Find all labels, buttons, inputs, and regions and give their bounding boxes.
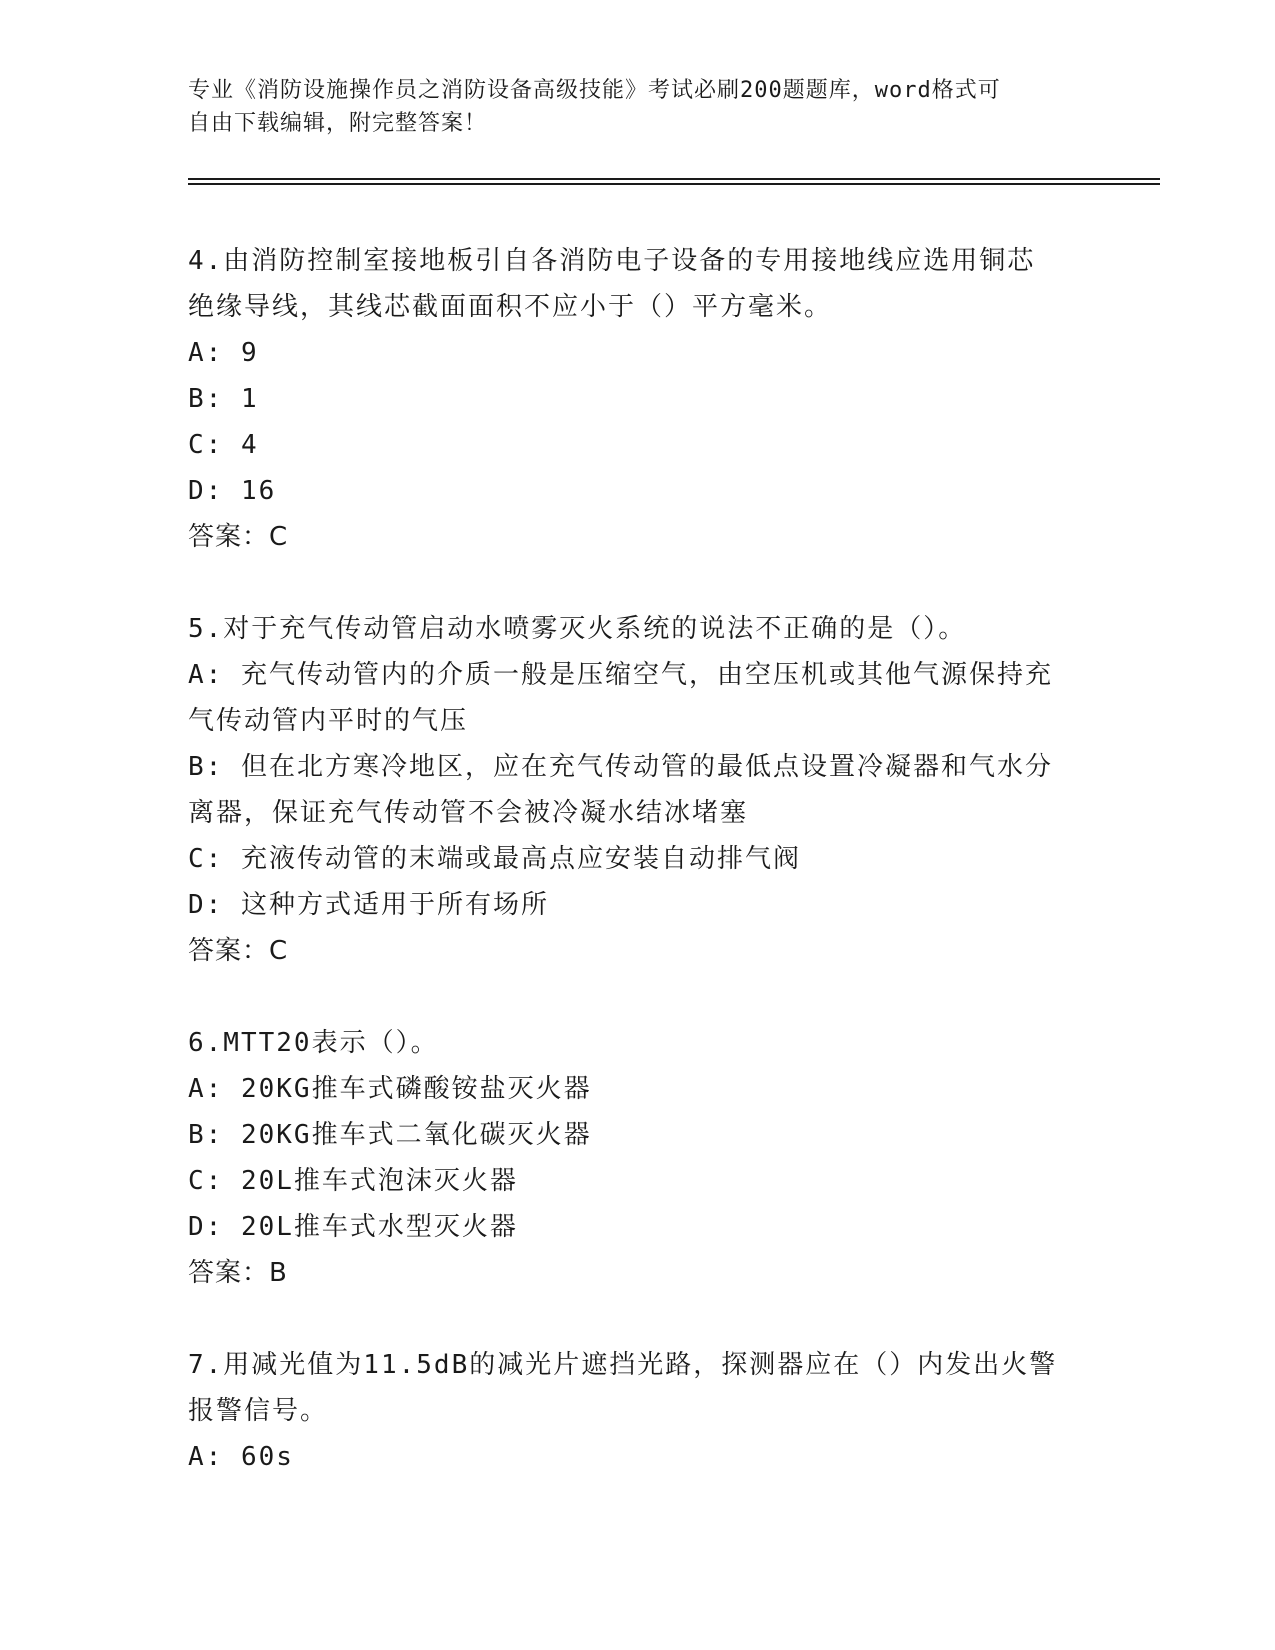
option-b: B: 1 [188, 384, 259, 414]
question-stem-line: 6.MTT20表示（）。 [188, 1028, 439, 1058]
header-divider-bottom [188, 183, 1160, 185]
question-stem-line: 4.由消防控制室接地板引自各消防电子设备的专用接地线应选用铜芯 [188, 246, 1036, 276]
question-4 [188, 238, 1088, 560]
question-stem-line: 报警信号。 [188, 1396, 329, 1426]
option-d: D: 这种方式适用于所有场所 [188, 890, 549, 920]
question-7 [188, 1342, 1088, 1480]
header-divider-top [188, 178, 1160, 180]
option-a: A: 20KG推车式磷酸铵盐灭火器 [188, 1074, 592, 1104]
option-b: B: 但在北方寒冷地区，应在充气传动管的最低点设置冷凝器和气水分 [188, 752, 1053, 782]
option-c: C: 20L推车式泡沫灭火器 [188, 1166, 518, 1196]
question-stem-line: 7.用减光值为11.5dB的减光片遮挡光路，探测器应在（）内发出火警 [188, 1350, 1058, 1380]
option-d: D: 16 [188, 476, 277, 506]
header-line-1: 专业《消防设施操作员之消防设备高级技能》考试必刷200题题库，word格式可 [188, 78, 1001, 103]
question-list [188, 238, 1088, 1526]
question-stem-line: 5.对于充气传动管启动水喷雾灭火系统的说法不正确的是（）。 [188, 614, 967, 644]
question-6 [188, 1020, 1088, 1296]
answer-line: 答案：C [188, 936, 289, 966]
answer-line: 答案：B [188, 1258, 288, 1288]
option-a: A: 充气传动管内的介质一般是压缩空气，由空压机或其他气源保持充 [188, 660, 1053, 690]
header-line-2: 自由下载编辑，附完整答案！ [188, 111, 488, 136]
option-b: B: 20KG推车式二氧化碳灭火器 [188, 1120, 592, 1150]
document-header [188, 74, 1068, 140]
option-b-continued: 离器，保证充气传动管不会被冷凝水结冰堵塞 [188, 798, 749, 828]
question-stem-line: 绝缘导线，其线芯截面面积不应小于（）平方毫米。 [188, 292, 833, 322]
option-a-continued: 气传动管内平时的气压 [188, 706, 469, 736]
option-c: C: 充液传动管的末端或最高点应安装自动排气阀 [188, 844, 801, 874]
option-a: A: 9 [188, 338, 259, 368]
option-d: D: 20L推车式水型灭火器 [188, 1212, 518, 1242]
option-c: C: 4 [188, 430, 259, 460]
option-a: A: 60s [188, 1442, 294, 1472]
question-5 [188, 606, 1088, 974]
answer-line: 答案：C [188, 522, 289, 552]
